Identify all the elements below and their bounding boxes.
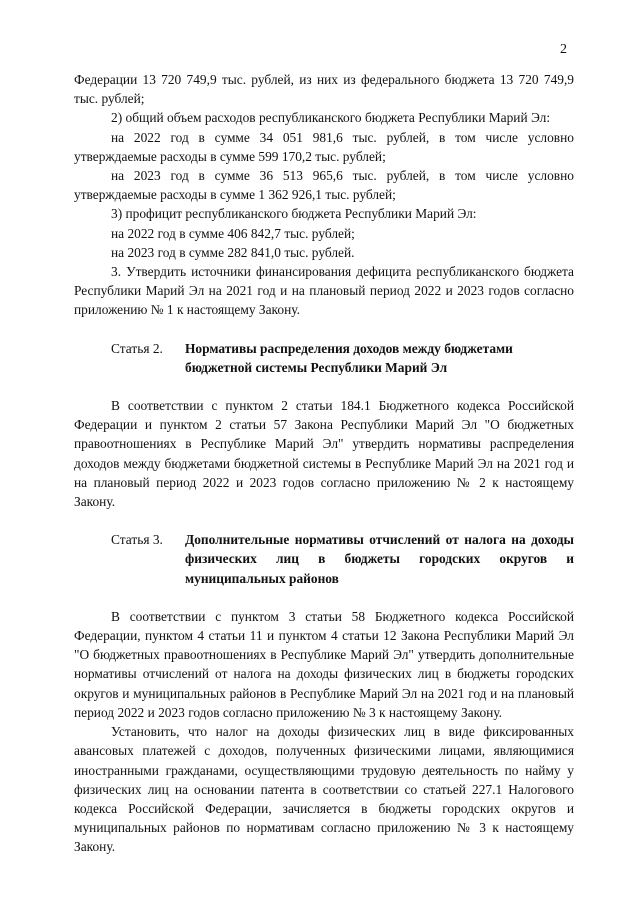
paragraph-deficit-sources: 3. Утвердить источники финансирования дефицита республиканского бюджета Республики Марий Эл на 2021 год и на плановый период 2022 и 2023 годов согласно приложению № 1 к настоящему Закону.	[74, 264, 574, 318]
paragraph-expenses-heading: 2) общий объем расходов республиканского бюджета Республики Марий Эл:	[111, 110, 551, 126]
paragraph-expenses-2022: на 2022 год в сумме 34 051 981,6 тыс. рублей, в том числе условно утверждаемые расходы в сумме 599 170,2 тыс. рублей;	[74, 129, 574, 164]
document-body	[74, 70, 574, 857]
paragraph-surplus-2022: на 2022 год в сумме 406 842,7 тыс. рублей;	[111, 225, 355, 241]
article-3-label: Статья 3.	[111, 532, 163, 548]
paragraph-surplus-2023: на 2023 год в сумме 282 841,0 тыс. рублей.	[111, 244, 355, 260]
page-number: 2	[560, 42, 567, 57]
article-2-heading	[74, 339, 574, 377]
paragraph-expenses-2023: на 2023 год в сумме 36 513 965,6 тыс. рублей, в том числе условно утверждаемые расходы в сумме 1 362 926,1 тыс. рублей;	[74, 168, 574, 203]
paragraph-surplus-heading: 3) профицит республиканского бюджета Республики Марий Эл:	[111, 206, 477, 222]
article-3-body-1: В соответствии с пунктом 3 статьи 58 Бюджетного кодекса Российской Федерации, пунктом 4 статьи 11 и пунктом 4 статьи 12 Закона Республики Марий Эл "О бюджетных правоотношениях в Республике Марий Эл" утвердить дополнительные нормативы отчислений от налога на доходы физических лиц в бюджеты городских округов и муниципальных районов в Республике Марий Эл на 2021 год и на плановый период 2022 и 2023 годов согласно приложению № 3 к настоящему Закону.	[74, 608, 574, 720]
paragraph-continuation: Федерации 13 720 749,9 тыс. рублей, из них из федерального бюджета 13 720 749,9 тыс. рублей;	[74, 72, 574, 107]
article-3-title: Дополнительные нормативы отчислений от налога на доходы физических лиц в бюджеты городских округов и муниципальных районов	[185, 532, 574, 586]
article-2-body: В соответствии с пунктом 2 статьи 184.1 Бюджетного кодекса Российской Федерации и пунктом 2 статьи 57 Закона Республики Марий Эл "О бюджетных правоотношениях в Республике Марий Эл" утвердить нормативы распределения доходов между бюджетами бюджетной системы в Республике Марий Эл на 2021 год и на плановый период 2022 и 2023 годов согласно приложению № 2 к настоящему Закону.	[74, 398, 574, 510]
article-2-label: Статья 2.	[111, 340, 163, 356]
article-2-title: Нормативы распределения доходов между бюджетами бюджетной системы Республики Марий Эл	[185, 340, 513, 375]
article-3-body-2: Установить, что налог на доходы физических лиц в виде фиксированных авансовых платежей с доходов, полученных физическими лицами, являющимися иностранными гражданами, осуществляющими трудовую деятельность по найму у физических лиц на основании патента в соответствии со статьей 227.1 Налогового кодекса Российской Федерации, зачисляется в бюджеты городских округов и муниципальных районов по нормативам согласно приложению № 3 к настоящему Закону.	[74, 724, 574, 855]
article-3-heading	[74, 530, 574, 588]
